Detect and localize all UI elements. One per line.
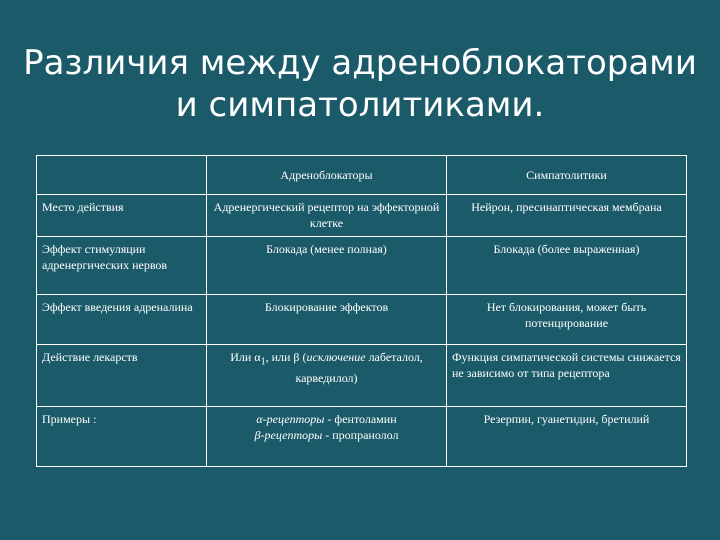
cell-sympatholytics: Резерпин, гуанетидин, бретилий — [447, 407, 687, 467]
exception-italic: исключение — [306, 350, 366, 364]
cell-sympatholytics: Нейрон, пресинаптическая мембрана — [447, 195, 687, 237]
cell-adrenoblockers: Адренергический рецептор на эффекторной клетке — [207, 195, 447, 237]
header-adrenoblockers: Адреноблокаторы — [207, 156, 447, 195]
drug-action-text-1: Или α — [230, 350, 261, 364]
header-empty-cell — [37, 156, 207, 195]
cell-sympatholytics: Блокада (более выраженная) — [447, 237, 687, 295]
cell-adrenoblockers: Блокада (менее полная) — [207, 237, 447, 295]
comparison-table — [36, 155, 687, 467]
cell-sympatholytics: Функция симпатической системы снижается не зависимо от типа рецептора — [447, 345, 687, 407]
beta-example: - пропранолол — [322, 428, 399, 442]
table-row — [37, 237, 687, 295]
cell-adrenoblockers — [207, 407, 447, 467]
cell-adrenoblockers — [207, 345, 447, 407]
cell-sympatholytics: Нет блокирования, может быть потенцирование — [447, 295, 687, 345]
drug-action-text-2: , или β ( — [265, 350, 307, 364]
cell-adrenoblockers: Блокирование эффектов — [207, 295, 447, 345]
table-row — [37, 195, 687, 237]
table-header-row — [37, 156, 687, 195]
slide-title — [0, 42, 720, 126]
table-row — [37, 407, 687, 467]
beta-receptors-italic: β-рецепторы — [254, 428, 323, 442]
table-row — [37, 345, 687, 407]
table-row — [37, 295, 687, 345]
row-label: Действие лекарств — [37, 345, 207, 407]
row-label: Место действия — [37, 195, 207, 237]
header-sympatholytics: Симпатолитики — [447, 156, 687, 195]
title-line-2: и симпатолитиками. — [175, 85, 545, 125]
alpha-example: - фентоламин — [324, 412, 397, 426]
drug-action-text-3: лабеталол, карведилол) — [295, 350, 423, 386]
row-label: Эффект введения адреналина — [37, 295, 207, 345]
title-line-1: Различия между адреноблокаторами — [23, 43, 697, 83]
row-label: Эффект стимуляции адренергических нервов — [37, 237, 207, 295]
alpha-receptors-italic: α-рецепторы — [256, 412, 325, 426]
alpha-subscript: 1 — [260, 356, 266, 368]
row-label: Примеры : — [37, 407, 207, 467]
